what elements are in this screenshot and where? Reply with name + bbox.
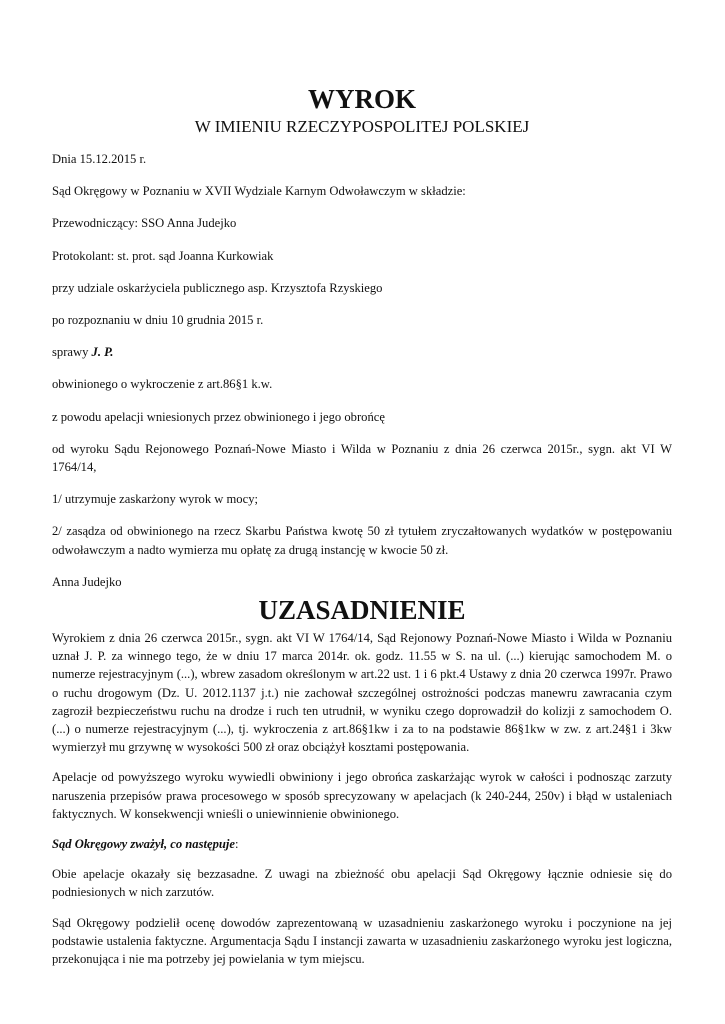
document-subtitle: W IMIENIU RZECZYPOSPOLITEJ POLSKIEJ (194, 117, 530, 136)
considered-heading (52, 835, 672, 853)
document-content (52, 84, 672, 968)
justification-paragraph-3: Obie apelacje okazały się bezzasadne. Z uwagi na zbieżność obu apelacji Sąd Okręgowy łącznie odniesie się do podniesionych w nich zarzutów. (52, 867, 672, 900)
charge-line: obwinionego o wykroczenie z art.86§1 k.w. (52, 377, 273, 392)
justification-paragraph-1: Wyrokiem z dnia 26 czerwca 2015r., sygn. akt VI W 1764/14, Sąd Rejonowy Poznań-Nowe Miasto i Wilda w Poznaniu uznał J. P. za winnego tego, że w dniu 17 marca 2014r. ok. godz. 11.55 w S. na ul. (...) kierując samochodem M. o numerze rejestracyjnym (...), wbrew zasadom określonym w art.22 ust. 1 i 6 pkt.4 Ustawy z dnia 20 czerwca 1997r. Prawo o ruchu drogowym (Dz. U. 2012.1137 j.t.) nie zachował szczególnej ostrożności podczas manewru zawracania czym zagroził bezpieczeństwu ruchu na drodze i ruch ten utrudnił, w wyniku czego doprowadził do kolizji z samochodem O. (...) o numerze rejestracyjnym (...), tj. wykroczenia z art.86§1kw i za to na podstawie 86§1kw w zw. z art.24§1 i 3kw wymierzył mu grzywnę w wysokości 500 zł oraz obciążył kosztami postępowania. (52, 631, 672, 755)
case-prefix: sprawy (52, 345, 92, 360)
ruling-item-2: 2/ zasądza od obwinionego na rzecz Skarbu Państwa kwotę 50 zł tytułem zryczałtowanych wydatków w postępowaniu odwoławczym a nadto wymierza mu opłatę za drugą instancję w kwocie 50 zł. (52, 524, 672, 557)
justification-title: UZASADNIENIE (258, 595, 466, 626)
case-party: J. P. (91, 345, 114, 360)
justification-paragraph-2: Apelacje od powyższego wyroku wywiedli obwiniony i jego obrońca zaskarżając wyrok w całości i podnosząc zarzuty naruszenia przepisów prawa procesowego w sposób sprecyzowany w apelacjach (k 240-244, 250v) i błąd w ustaleniach faktycznych. W konsekwencji wnieśli o uniewinnienie obwinionego. (52, 770, 672, 821)
ruling-item-1: 1/ utrzymuje zaskarżony wyrok w mocy; (52, 492, 258, 507)
judgment-reference: od wyroku Sądu Rejonowego Poznań-Nowe Miasto i Wilda w Poznaniu z dnia 26 czerwca 2015r., sygn. akt VI W 1764/14, (52, 441, 672, 475)
case-line (52, 343, 672, 361)
court-composition: Sąd Okręgowy w Poznaniu w XVII Wydziale Karnym Odwoławczym w składzie: (52, 184, 466, 199)
considered-colon: : (234, 837, 239, 852)
judge-signature: Anna Judejko (52, 574, 122, 589)
presiding-judge: Przewodniczący: SSO Anna Judejko (52, 216, 237, 231)
verdict-date: Dnia 15.12.2015 r. (52, 152, 147, 166)
court-clerk: Protokolant: st. prot. sąd Joanna Kurkowiak (52, 248, 274, 263)
prosecutor: przy udziale oskarżyciela publicznego asp. Krzysztofa Rzyskiego (52, 280, 383, 295)
appeal-line: z powodu apelacji wniesionych przez obwinionego i jego obrońcę (52, 409, 385, 424)
considered-label: Sąd Okręgowy zważył, co następuje (52, 837, 235, 852)
justification-paragraph-4: Sąd Okręgowy podzielił ocenę dowodów zaprezentowaną w uzasadnieniu zaskarżonego wyroku i poczynione na jej podstawie ustalenia faktyczne. Argumentacja Sądu I instancji zawarta w uzasadnieniu zaskarżonego wyroku jest logiczna, przekonująca i nie ma potrzeby jej powielania w tym miejscu. (52, 915, 672, 967)
hearing-date: po rozpoznaniu w dniu 10 grudnia 2015 r. (52, 313, 264, 328)
document-title: WYROK (308, 84, 416, 114)
